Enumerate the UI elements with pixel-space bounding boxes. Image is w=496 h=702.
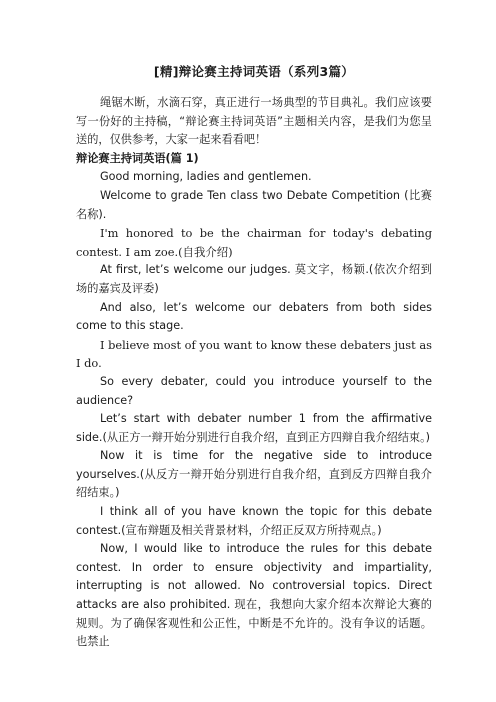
paragraph: Now it is time for the negative side to introduce yourselves.(从反方一辩开始分别进行自我介绍，直到反方四辩自我介绍结束。) [76,449,432,500]
paragraph: I believe most of you want to know these debaters just as I do. [76,337,432,371]
document-title: [精]辩论赛主持词英语（系列3篇） [153,64,355,79]
paragraph: And also, let’s welcome our debaters from both sides come to this stage. [76,300,432,333]
intro-paragraph: 绳锯木断，水滴石穿，真正进行一场典型的节目典礼。我们应该要写一份好的主持稿，“辩论赛主持词英语”主题相关内容，是我们为您呈送的，仅供参考，大家一起来看看吧！ [76,96,432,147]
paragraph: I'm honored to be the chairman for today's debating contest. I am zoe.(自我介绍) [76,226,432,259]
paragraph: At first, let’s welcome our judges. 莫文字，杨颖.(依次介绍到场的嘉宾及评委) [76,263,432,295]
section-heading: 辩论赛主持词英语(篇 1) [76,151,199,165]
paragraph: Let’s start with debater number 1 from the affirmative side.(从正方一辩开始分别进行自我介绍，直到正方四辩自我介绍结束。) [76,412,432,444]
paragraph: I think all of you have known the topic for this debate contest.(宣布辩题及相关背景材料，介绍正反双方所持观点。) [76,505,432,537]
paragraph: Welcome to grade Ten class two Debate Competition (比赛名称). [76,188,432,221]
paragraph: So every debater, could you introduce yourself to the audience? [76,374,432,407]
paragraph: Now, I would like to introduce the rules for this debate contest. In order to ensure objectivity and impartiality, interrupting is not allowed. No controversial topics. Direct attacks are also prohibited. 现在，我想向大家介绍本次辩论大赛的规则。为了确保客观性和公正性，中断是不允许的。没有争议的话题。也禁止 [76,542,432,649]
paragraph: Good morning, ladies and gentlemen. [100,170,312,184]
